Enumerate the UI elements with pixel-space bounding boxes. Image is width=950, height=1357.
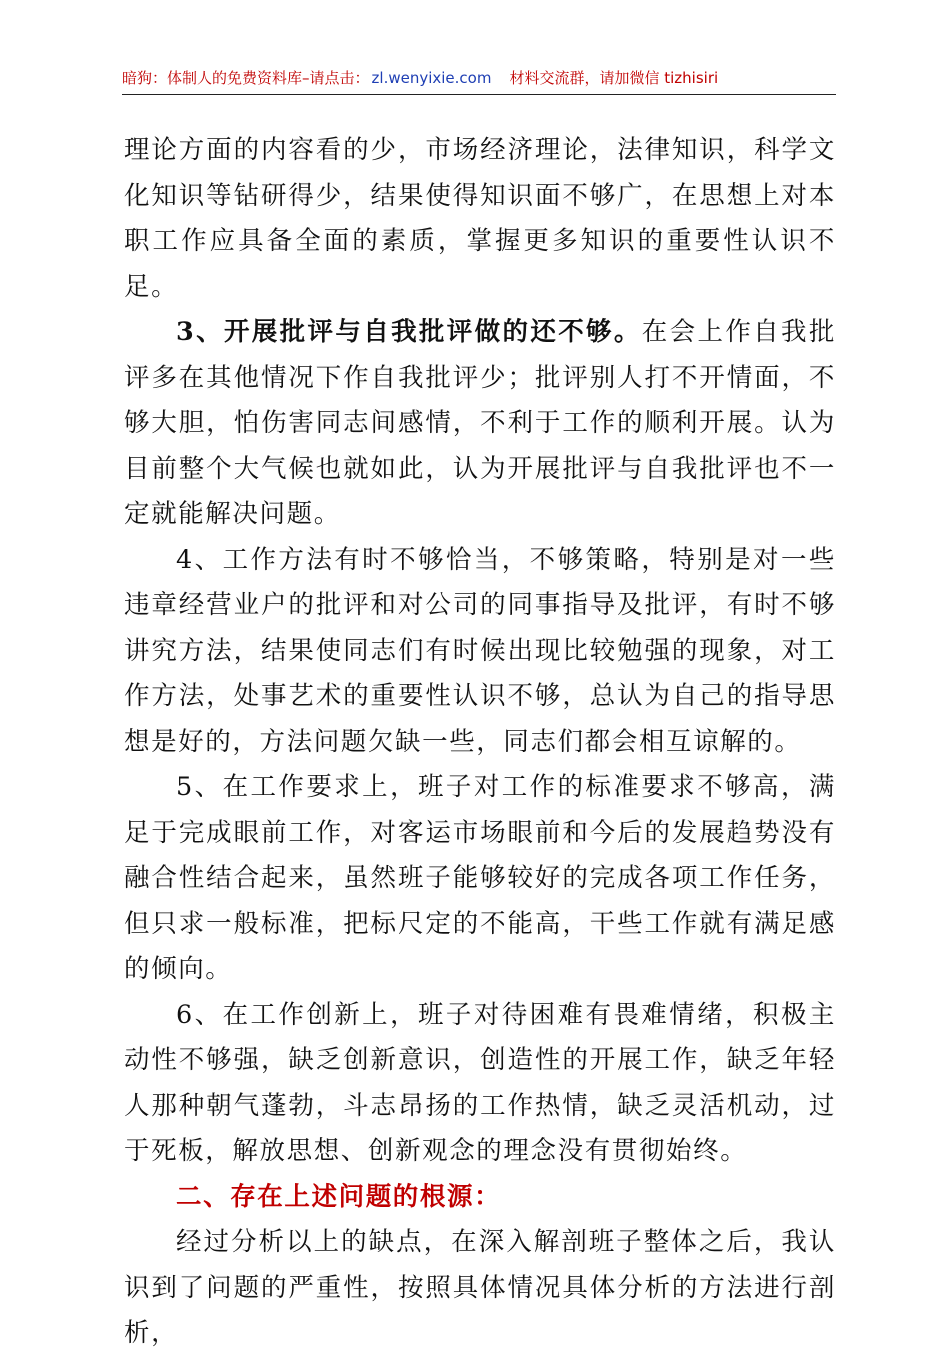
document-body <box>124 128 836 1357</box>
paragraph-item-4 <box>124 538 836 766</box>
paragraph-text: 理论方面的内容看的少，市场经济理论，法律知识，科学文化知识等钻研得少，结果使得知识面不够广，在思想上对本职工作应具备全面的素质，掌握更多知识的重要性认识不足。 <box>124 135 836 302</box>
header-url-link[interactable]: zl.wenyixie.com <box>371 69 492 87</box>
paragraph-text: 经过分析以上的缺点，在深入解剖班子整体之后，我认识到了问题的严重性，按照具体情况具体分析的方法进行剖析， <box>124 1227 836 1348</box>
header-brand: 暗狗：体制人的免费资料库 <box>122 69 303 87</box>
paragraph-text: 4、工作方法有时不够恰当，不够策略，特别是对一些违章经营业户的批评和对公司的同事指导及批评，有时不够讲究方法，结果使同志们有时候出现比较勉强的现象，对工作方法，处事艺术的重要性认识不够，总认为自己的指导思想是好的，方法问题欠缺一些，同志们都会相互谅解的。 <box>124 544 836 757</box>
header-prompt: –请点击： <box>302 69 370 87</box>
page-header <box>122 66 836 95</box>
header-contact: 材料交流群，请加微信 tizhisiri <box>509 69 719 87</box>
paragraph-analysis <box>124 1220 836 1357</box>
paragraph-item-3 <box>124 310 836 538</box>
paragraph-continuation <box>124 128 836 310</box>
paragraph-bold-lead: 3、开展批评与自我批评做的还不够。 <box>176 317 642 347</box>
section-heading-text: 二、存在上述问题的根源： <box>176 1181 502 1212</box>
paragraph-item-5 <box>124 765 836 993</box>
paragraph-text: 在会上作自我批评多在其他情况下作自我批评少；批评别人打不开情面，不够大胆，怕伤害同志间感情，不利于工作的顺利开展。认为目前整个大气候也就如此，认为开展批评与自我批评也不一定就能解决问题。 <box>124 317 836 529</box>
paragraph-text: 5、在工作要求上，班子对工作的标准要求不够高，满足于完成眼前工作，对客运市场眼前和今后的发展趋势没有融合性结合起来，虽然班子能够较好的完成各项工作任务，但只求一般标准，把标尺定的不能高，干些工作就有满足感的倾向。 <box>124 772 836 984</box>
paragraph-text: 6、在工作创新上，班子对待困难有畏难情绪，积极主动性不够强，缺乏创新意识，创造性的开展工作，缺乏年轻人那种朝气蓬勃，斗志昂扬的工作热情，缺乏灵活机动，过于死板，解放思想、创新观念的理念没有贯彻始终。 <box>124 999 836 1166</box>
paragraph-item-6 <box>124 993 836 1175</box>
section-heading <box>124 1175 836 1221</box>
